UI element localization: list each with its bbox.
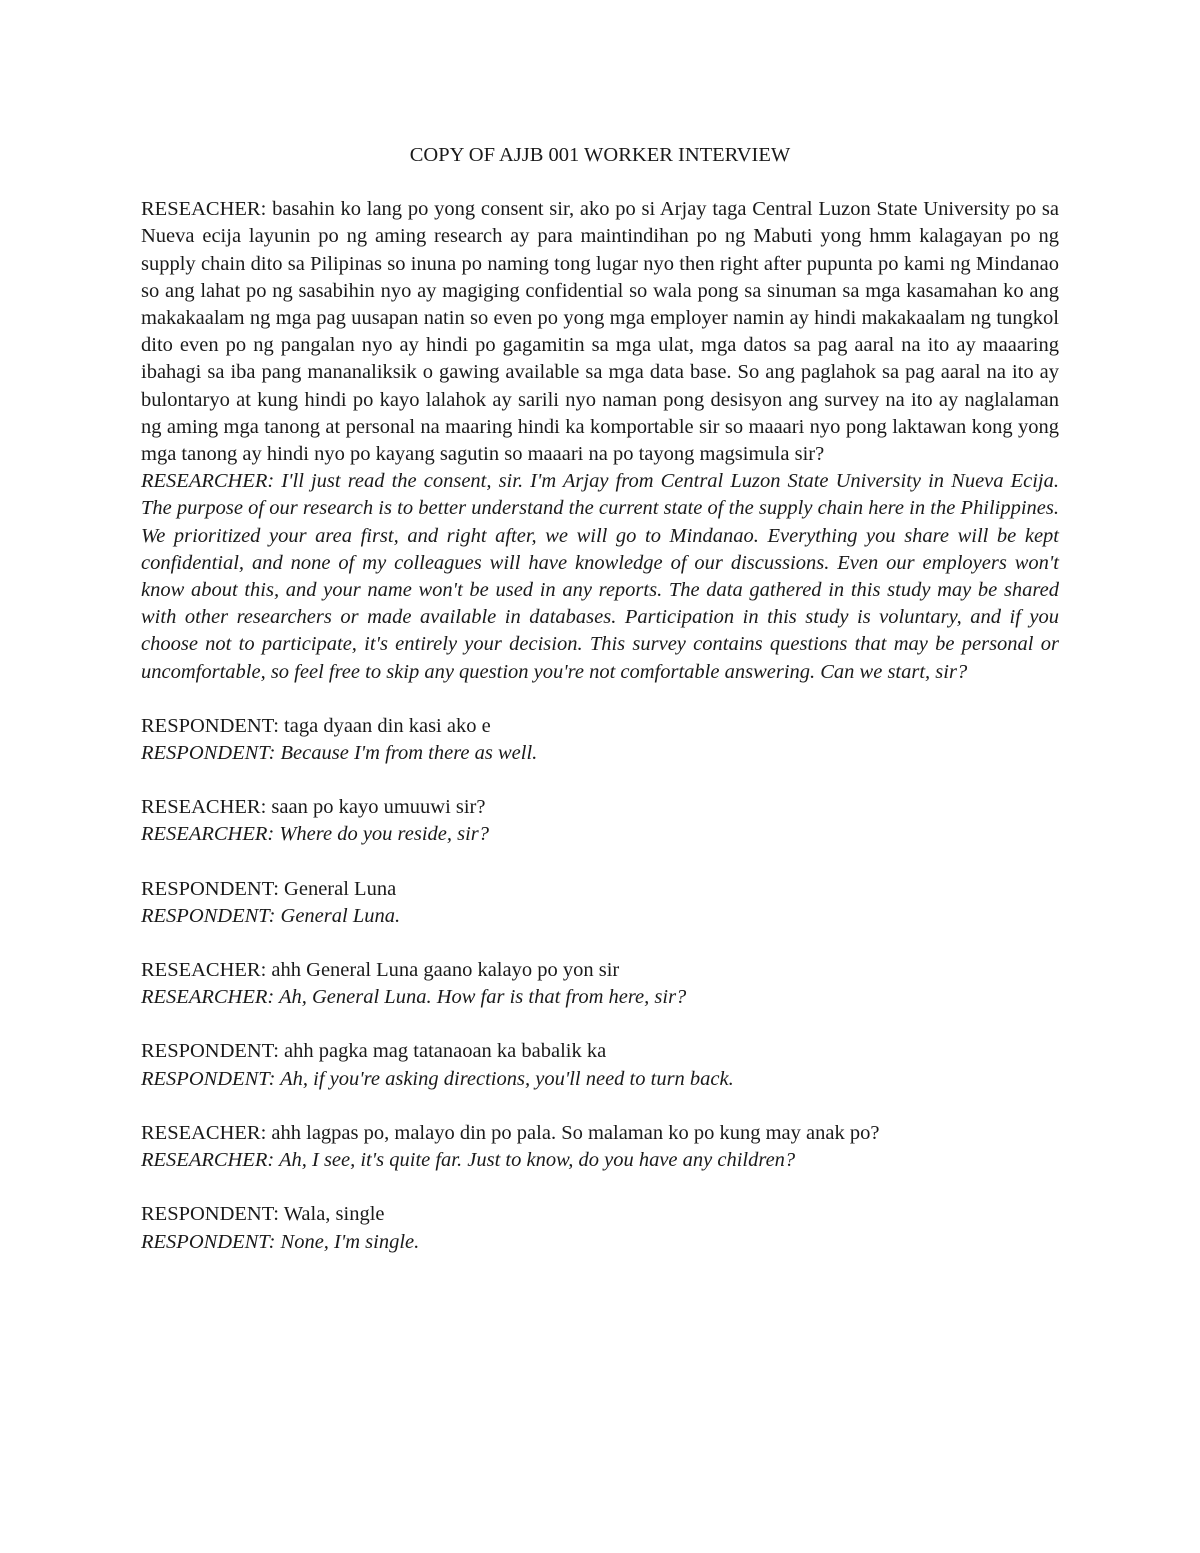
exchange-1 xyxy=(141,713,1059,767)
exchange-3 xyxy=(141,876,1059,930)
consent-english: RESEARCHER: I'll just read the consent, sir. I'm Arjay from Central Luzon State University in Nueva Ecija. The purpose of our research is to better understand the current state of the supply chain here in the Philippines. We prioritized your area first, and right after, we will go to Mindanao. Everything you share will be kept confidential, and none of my colleagues will have knowledge of our discussions. Even our employers won't know about this, and your name won't be used in any reports. The data gathered in this study may be shared with other researchers or made available in databases. Participation in this study is voluntary, and if you choose not to participate, it's entirely your decision. This survey contains questions that may be personal or uncomfortable, so feel free to skip any question you're not comfortable answering. Can we start, sir? xyxy=(141,470,1059,683)
document-title: COPY OF AJJB 001 WORKER INTERVIEW xyxy=(409,144,791,166)
exchange-tagalog-line: RESPONDENT: ahh pagka mag tatanaoan ka babalik ka xyxy=(141,1040,607,1063)
exchange-english-line: RESEARCHER: Ah, General Luna. How far is that from here, sir? xyxy=(141,986,687,1009)
exchange-tagalog-line: RESEACHER: ahh General Luna gaano kalayo po yon sir xyxy=(141,959,620,982)
exchange-tagalog-line: RESPONDENT: taga dyaan din kasi ako e xyxy=(141,714,491,737)
document-page xyxy=(141,142,1059,1256)
exchange-tagalog-line: RESEACHER: ahh lagpas po, malayo din po pala. So malaman ko po kung may anak po? xyxy=(141,1121,880,1144)
exchange-english-line: RESPONDENT: General Luna. xyxy=(141,904,401,927)
exchange-tagalog-line: RESEACHER: saan po kayo umuuwi sir? xyxy=(141,796,486,819)
exchange-tagalog-line: RESPONDENT: General Luna xyxy=(141,877,397,900)
exchange-english-line: RESPONDENT: Because I'm from there as well. xyxy=(141,742,538,765)
exchange-english-line: RESEARCHER: Where do you reside, sir? xyxy=(141,823,490,846)
exchange-6 xyxy=(141,1120,1059,1174)
consent-tagalog: RESEACHER: basahin ko lang po yong consent sir, ako po si Arjay taga Central Luzon State University po sa Nueva ecija layunin po ng aming research ay para maintindihan po ng Mabuti yong hmm kalagayan po ng supply chain dito sa Pilipinas so inuna po naming tong lugar nyo then right after pupunta po kami ng Mindanao so ang lahat po ng sasabihin nyo ay magiging confidential so wala pong sa sinuman sa mga kasamahan ko ang makakaalam ng mga pag uusapan natin so even po yong mga employer namin ay hindi makakaalam ng tungkol dito even po ng pangalan nyo ay hindi po gagamitin sa mga ulat, mga datos sa pag aaral na ito ay maaaring ibahagi sa iba pang mananaliksik o gawing available sa mga data base. So ang paglahok sa pag aaral na ito ay bulontaryo at kung hindi po kayo lalahok ay sarili nyo naman pong desisyon ang survey na ito ay naglalaman ng aming mga tanong at personal na maaring hindi ka komportable sir so maaari nyo pong laktawan kong yong mga tanong ay hindi nyo po kayang sagutin so maaari na po tayong magsimula sir? xyxy=(141,198,1059,466)
exchange-english-line: RESPONDENT: None, I'm single. xyxy=(141,1230,420,1253)
exchange-7 xyxy=(141,1201,1059,1255)
exchange-2 xyxy=(141,794,1059,848)
exchange-english-line: RESEARCHER: Ah, I see, it's quite far. Just to know, do you have any children? xyxy=(141,1149,796,1172)
exchange-5 xyxy=(141,1038,1059,1092)
exchange-4 xyxy=(141,957,1059,1011)
exchange-english-line: RESPONDENT: Ah, if you're asking directions, you'll need to turn back. xyxy=(141,1067,734,1090)
exchange-tagalog-line: RESPONDENT: Wala, single xyxy=(141,1203,385,1226)
